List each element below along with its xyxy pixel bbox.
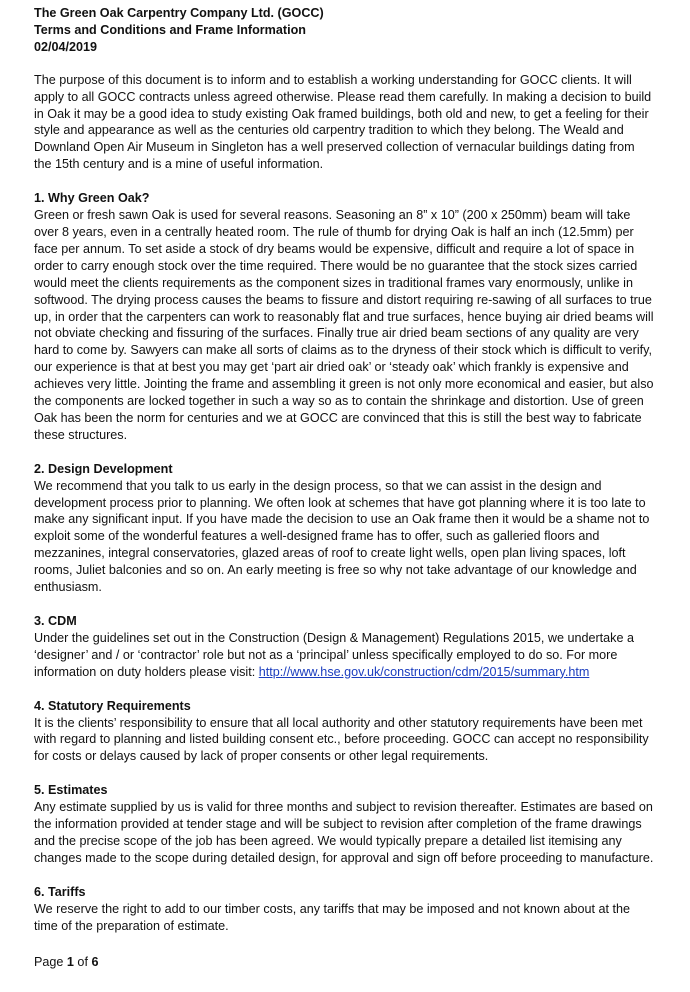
section-estimates [34,782,654,867]
section-heading: 3. CDM [34,614,77,628]
total-pages: 6 [91,955,99,969]
section-body: Under the guidelines set out in the Construction (Design & Management) Regulations 2015, we undertake a ‘designer’ and / or ‘contractor’ role but not as a ‘principal’ unless specifically employed to do so. For more information on duty holders please visit: [34,630,634,679]
section-body: Any estimate supplied by us is valid for three months and subject to revision thereafter. Estimates are based on the information provided at tender stage and will be subject to revision after completion of the frame drawings and the precise scope of the job has been agreed. We would typically prepare a detailed list itemising any changes made to the scope during detailed design, for approval and sign off before proceeding to manufacture. [34,800,654,865]
section-tariffs [34,884,654,935]
section-heading: 2. Design Development [34,461,173,476]
section-design-development [34,461,654,596]
document-title: Terms and Conditions and Frame Information [34,22,306,37]
page-number [34,954,98,971]
section-heading: 6. Tariffs [34,884,86,899]
section-heading: 1. Why Green Oak? [34,191,150,206]
company-name: The Green Oak Carpentry Company Ltd. (GOCC) [34,6,324,20]
section-heading: 5. Estimates [34,783,108,798]
of-label: of [73,955,92,969]
hse-cdm-link[interactable]: http://www.hse.gov.uk/construction/cdm/2015/summary.htm [258,664,590,679]
section-body: Green or fresh sawn Oak is used for several reasons. Seasoning an 8” x 10” (200 x 250mm) beam will take over 8 years, even in a centrally heated room. The rule of thumb for drying Oak is half an inch (12.5mm) per face per annum. To set aside a stock of dry beams would be expensive, difficult and require a lot of space in order to carry enough stock over the time required. There would be no guarantee that the stock sizes carried would meet the clients requirements as the component sizes in traditional frames vary enormously, unlike in softwood. The drying process causes the beams to fissure and distort requiring re-sawing of all surfaces to true up, in order that the carpenters can work to reasonably flat and true surfaces, hence buying air dried beams will not obviate checking and fissuring of the surfaces. Finally true air dried beam sections of any quality are very hard to come by. Sawyers can make all sorts of claims as to the dryness of their stock which is difficult to verify, our experience is that at best you may get ‘part air dried oak’ or ‘steady oak’ which frankly is expensive and achieves very little. Jointing the frame and assembling it green is not only more economical and easier, but also the components are locked together in such a way so as to contain the shrinkage and distortion. Use of green Oak has been the norm for centuries and we at GOCC are convinced that this is still the best way to fabricate these structures. [34,208,654,442]
section-cdm [34,613,654,681]
section-body: We reserve the right to add to our timber costs, any tariffs that may be imposed and not known about at the time of the preparation of estimate. [34,901,630,933]
section-heading: 4. Statutory Requirements [34,698,191,713]
current-page: 1 [66,955,74,969]
section-body: We recommend that you talk to us early in the design process, so that we can assist in the design and development process prior to planning. We often look at schemes that have got planning where it is too late to make any significant input. If you have made the decision to use an Oak frame then it would be a shame not to exploit some of the wonderful features a well-designed frame has to offer, such as galleried floors and mezzanines, integral conservatories, glazed areas of roof to create light wells, open plan living spaces, loft rooms, Juliet balconies and so on. An early meeting is free so why not take advantage of our knowledge and enthusiasm. [34,478,650,595]
section-why-green-oak [34,190,654,444]
page-label: Page [34,955,67,969]
intro-paragraph: The purpose of this document is to inform and to establish a working understanding for GOCC clients. It will apply to all GOCC contracts unless agreed otherwise. Please read them carefully. In making a decision to build in Oak it may be a good idea to study existing Oak framed buildings, both old and new, to get a feeling for their style and appearance as well as the centuries old carpentry tradition to which they belong. The Weald and Downland Open Air Museum in Singleton has a well preserved collection of vernacular buildings dating from the 15th century and is a mine of useful information. [34,72,652,172]
section-statutory-requirements [34,698,654,766]
document-date: 02/04/2019 [34,39,98,54]
document-header [34,5,654,56]
section-body: It is the clients’ responsibility to ensure that all local authority and other statutory requirements have been met with regard to planning and listed building consent etc., before proceeding. GOCC can accept no responsibility for costs or delays caused by lack of proper consents or other legal requirements. [34,715,649,764]
section-body-container [34,630,654,681]
